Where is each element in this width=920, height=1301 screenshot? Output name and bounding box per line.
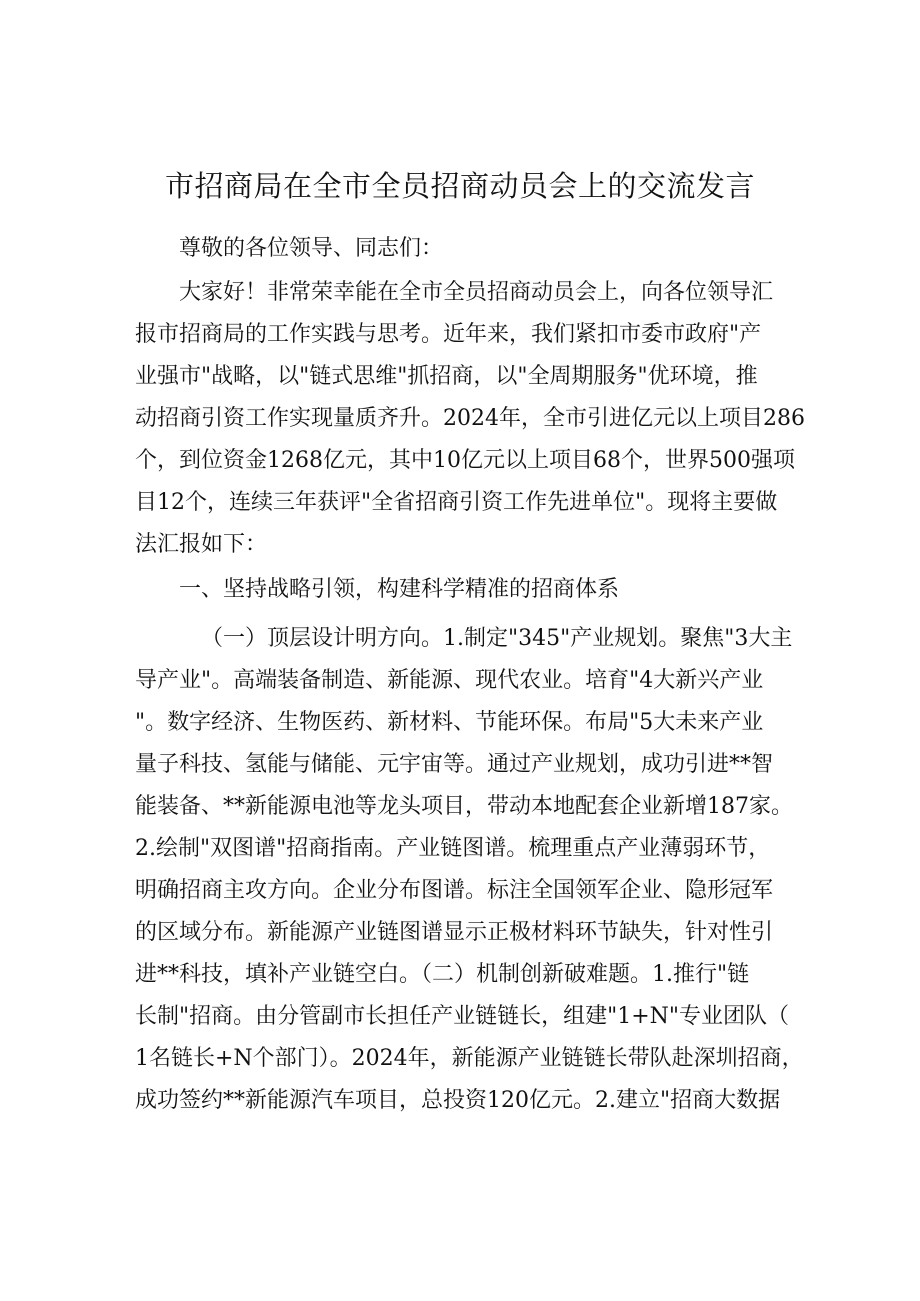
section-heading — [135, 569, 807, 611]
paragraph-section-one — [135, 618, 807, 1122]
section-heading-text: 一、坚持战略引领，构建科学精准的招商体系 — [179, 577, 620, 602]
text-line: 大家好！非常荣幸能在全市全员招商动员会上，向各位领导汇 — [179, 280, 774, 305]
salutation — [135, 228, 807, 270]
text-line: 1名链长+N个部门）。2024年，新能源产业链链长带队赴深圳招商， — [135, 1046, 804, 1071]
text-line: 明确招商主攻方向。企业分布图谱。标注全国领军企业、隐形冠军 — [135, 878, 774, 903]
text-line: 业强市"战略，以"链式思维"抓招商，以"全周期服务"优环境，推 — [135, 364, 758, 389]
text-line: （一）顶层设计明方向。1.制定"345"产业规划。聚焦"3大主 — [201, 626, 793, 651]
text-line: 导产业"。高端装备制造、新能源、现代农业。培育"4大新兴产业 — [135, 668, 764, 693]
text-line: 的区域分布。新能源产业链图谱显示正极材料环节缺失，针对性引 — [135, 920, 774, 945]
text-line: 法汇报如下： — [135, 532, 268, 557]
text-line: 成功签约**新能源汽车项目，总投资120亿元。2.建立"招商大数据 — [135, 1088, 781, 1113]
document-title: 市招商局在全市全员招商动员会上的交流发言 — [164, 169, 755, 203]
text-line: "。数字经济、生物医药、新材料、节能环保。布局"5大未来产业 — [135, 710, 764, 735]
text-line: 量子科技、氢能与储能、元宇宙等。通过产业规划，成功引进**智 — [135, 752, 774, 777]
text-line: 目12个，连续三年获评"全省招商引资工作先进单位"。现将主要做 — [135, 490, 778, 515]
text-line: 个，到位资金1268亿元，其中10亿元以上项目68个，世界500强项 — [135, 448, 795, 473]
salutation-text: 尊敬的各位领导、同志们： — [179, 236, 444, 261]
paragraph-intro — [135, 272, 807, 566]
text-line: 动招商引资工作实现量质齐升。2024年，全市引进亿元以上项目286 — [135, 406, 805, 431]
text-line: 进**科技，填补产业链空白。（二）机制创新破难题。1.推行"链 — [135, 962, 750, 987]
text-line: 能装备、**新能源电池等龙头项目，带动本地配套企业新增187家。 — [135, 794, 793, 819]
text-line: 2.绘制"双图谱"招商指南。产业链图谱。梳理重点产业薄弱环节， — [135, 836, 771, 861]
text-line: 长制"招商。由分管副市长担任产业链链长，组建"1+N"专业团队（ — [135, 1004, 790, 1029]
text-line: 报市招商局的工作实践与思考。近年来，我们紧扣市委市政府"产 — [135, 322, 762, 347]
